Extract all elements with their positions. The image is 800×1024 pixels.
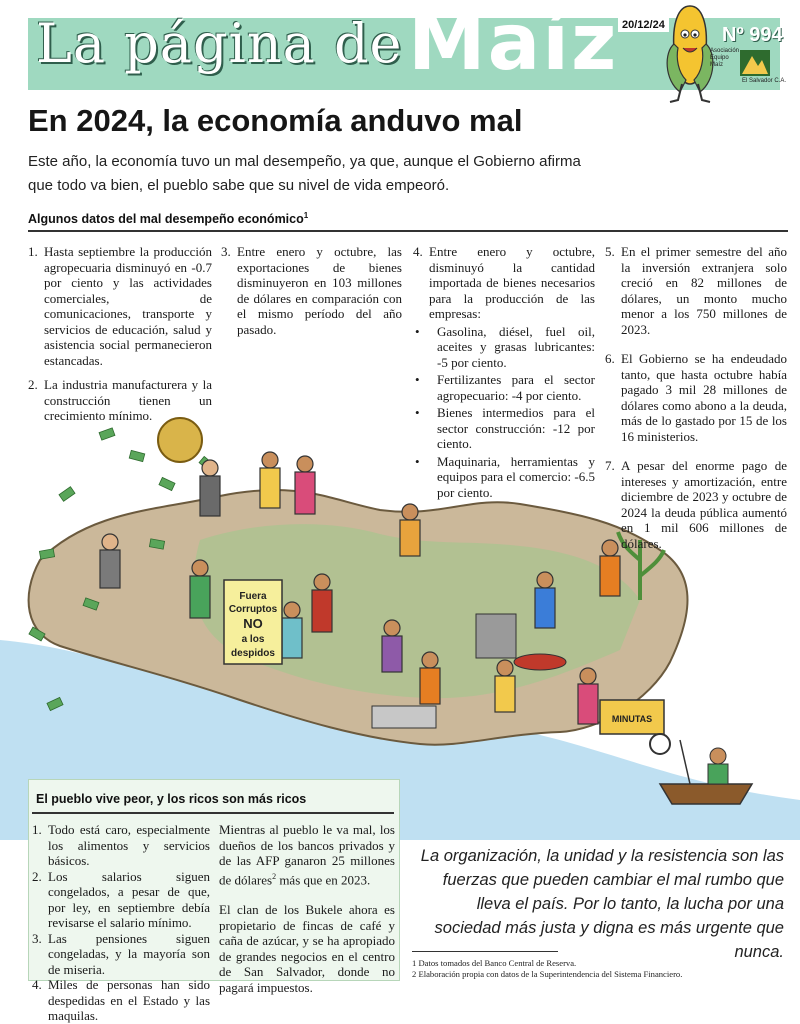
list-item: 2. La industria manufacturera y la construcción tienen un crecimiento mínimo.: [28, 377, 212, 423]
bullet-item: • Gasolina, diésel, fuel oil, aceites y grasas lubricantes: -5 por ciento.: [415, 323, 595, 370]
section-divider: [28, 230, 788, 232]
bottom-column-2: [219, 822, 395, 995]
section2-title: El pueblo vive peor, y los ricos son más ricos: [36, 792, 307, 806]
paragraph: Mientras al pueblo le va mal, los dueños de los bancos privados y de las AFP ganaron 25 millones de dólares$^2$ más que en 2023.: [219, 822, 395, 887]
list-item: 1. Hasta septiembre la producción agropecuaria disminuyó en -0.7 por ciento y las actividades comerciales, de comunicaciones, transporte y servicios de educación, salud y asistencia social permanecieron estancadas.: [28, 244, 212, 368]
bullet-item: • Maquinaria, herramientas y equipos para el comercio: -6.5 por ciento.: [415, 453, 595, 500]
column-3: [413, 244, 595, 500]
footnote-divider: [412, 951, 558, 952]
section1-title: Algunos datos del mal desempeño económico$^1$: [28, 211, 309, 227]
list-item: 1. Todo está caro, especialmente los alimentos y servicios básicos.: [32, 822, 210, 868]
page-headline: En 2024, la economía anduvo mal: [28, 103, 523, 138]
list-item: 4. Miles de personas han sido despedidas en el Estado y las maquilas.: [32, 977, 210, 1023]
masthead-title-big: Maíz: [408, 0, 619, 88]
cart-label: MINUTAS: [611, 714, 653, 724]
footnote: 1 Datos tomados del Banco Central de Reserva.: [412, 958, 577, 968]
sign-text-1: Fuera: [239, 591, 267, 602]
footnote: 2 Elaboración propia con datos de la Superintendencia del Sistema Financiero.: [412, 969, 683, 979]
bullet-item: • Bienes intermedios para el sector construcción: -12 por ciento.: [415, 405, 595, 451]
issue-date: 20/12/24: [618, 18, 669, 32]
column-1: [28, 244, 212, 433]
column-4: [605, 244, 787, 560]
bullet-item: • Fertilizantes para el sector agropecuario: -4 por ciento.: [415, 372, 595, 403]
footnotes: [412, 958, 682, 980]
paragraph: El clan de los Bukele ahora es propietario de fincas de café y caña de azúcar, y se ha apropiado de grandes negocios en el centro de San Salvador, donde no pagará impuestos.: [219, 902, 395, 995]
list-item: 7. A pesar del enorme pago de intereses y amortización, entre diciembre de 2023 y octubre de 2024 la deuda pública aumentó en 1 mil 606 millones de dólares.: [605, 458, 787, 551]
column-2: [221, 244, 402, 346]
sign-text-4: a los: [241, 634, 265, 645]
list-item: 2. Los salarios siguen congelados, a pesar de que, por ley, en septiembre debía revisarse el salario mínimo.: [32, 868, 210, 930]
list-item: 3. Entre enero y octubre, las exportaciones de bienes disminuyeron en 103 millones de dólares en comparación con el mismo período del año pasado.: [221, 244, 402, 337]
list-item: 3. Las pensiones siguen congeladas, y la mayoría son de miseria.: [32, 930, 210, 977]
org-country: El Salvador C.A.: [742, 78, 787, 84]
org-text: Asociación Equipo Maíz: [710, 48, 740, 68]
masthead-title-left: La página de: [36, 12, 403, 75]
issue-number: Nº 994: [722, 24, 783, 46]
list-item: 6. El Gobierno se ha endeudado tanto, que hasta octubre había pagado 3 mil 28 millones de dólares como abono a la deuda, más de lo gastado por 15 de los 16 ministerios.: [605, 351, 787, 444]
intro-paragraph: Este año, la economía tuvo un mal desempeño, ya que, aunque el Gobierno afirma que todo va bien, el pueblo sabe que su nivel de vida empeoró.: [28, 153, 581, 194]
sign-text-5: despidos: [231, 648, 275, 659]
section-divider: [32, 812, 394, 814]
closing-quote: La organización, la unidad y la resistencia son las fuerzas que pueden cambiar el mal rumbo que lleva el país. Por lo tanto, la lucha por una sociedad más justa y digna es más urgente que nunca.: [420, 847, 784, 961]
sign-text-3: NO: [243, 616, 263, 631]
sign-text-2: Corruptos: [228, 604, 278, 615]
list-item: 4. Entre enero y octubre, disminuyó la cantidad importada de bienes necesarios para la producción de las empresas:: [413, 244, 595, 321]
list-item: 5. En el primer semestre del año la inversión extranjera solo creció en 82 millones de dólares, un monto mucho menor a los 750 millones de 2023.: [605, 244, 787, 337]
bottom-column-1: [32, 822, 210, 1024]
equipo-maiz-logo: [740, 50, 770, 76]
